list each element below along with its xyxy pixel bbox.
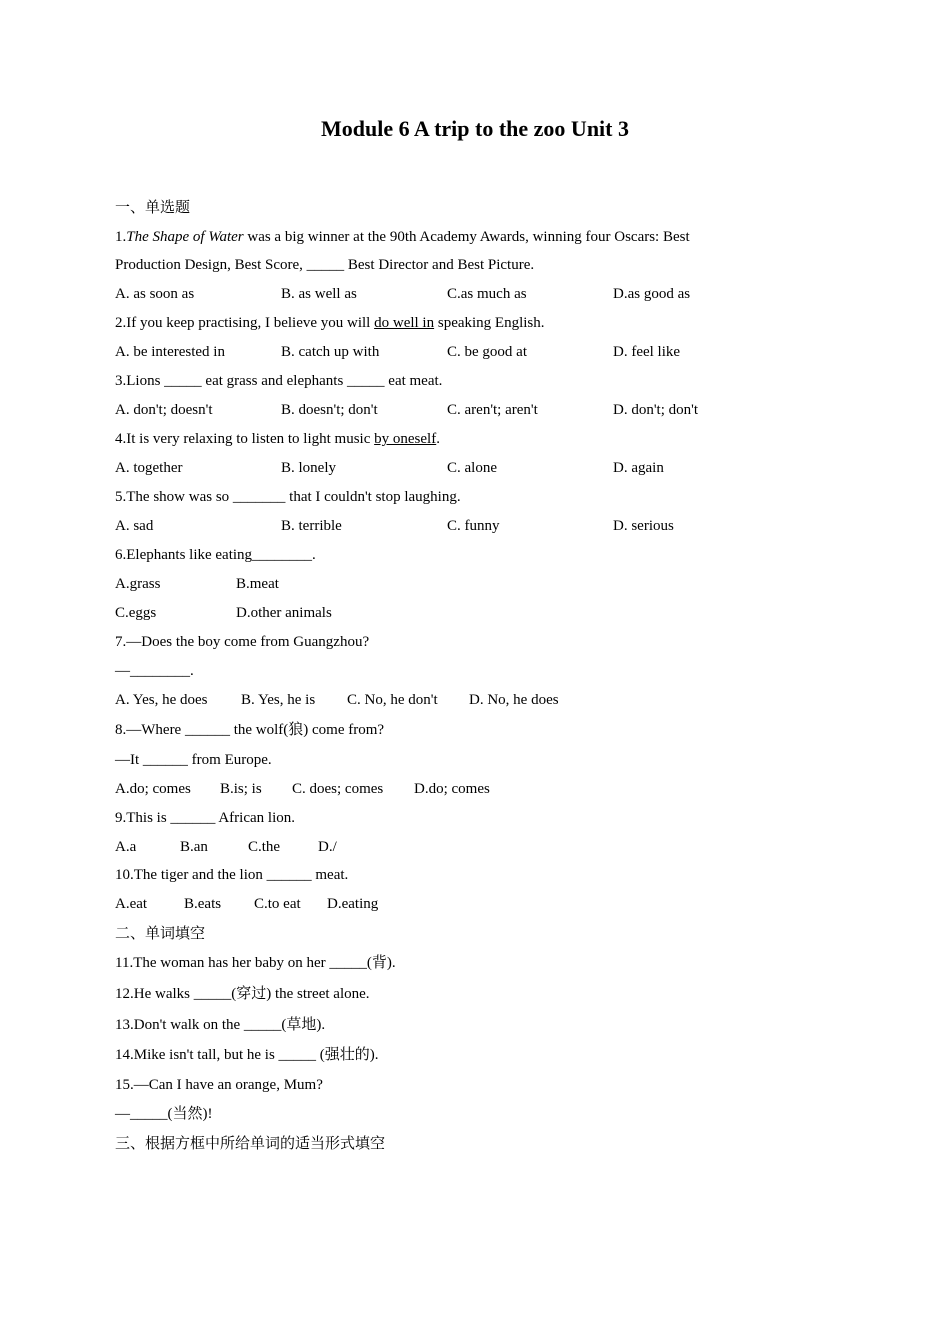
option-a: A. together [115, 460, 183, 476]
underlined-phrase: by oneself [374, 431, 437, 447]
question-8-line2: —It ______ from Europe. [115, 752, 272, 768]
option-b: B. terrible [281, 518, 342, 534]
option-c: C.the [248, 839, 281, 855]
option-d: D. No, he does [469, 692, 559, 708]
option-c: C. alone [447, 460, 497, 476]
option-a: A.eat [115, 896, 148, 912]
section-heading: 一、单选题 [115, 200, 191, 216]
question-7: 7.—Does the boy come from Guangzhou? [115, 634, 370, 650]
option-b: B. lonely [281, 460, 336, 476]
question-5: 5.The show was so _______ that I couldn't stop laughing. [115, 489, 461, 505]
option-a: A. Yes, he does [115, 692, 208, 708]
option-c: C.to eat [254, 896, 301, 912]
question-8: 8.—Where ______ the wolf(狼) come from? [115, 722, 385, 738]
question-15: 15.—Can I have an orange, Mum? [115, 1077, 323, 1093]
option-b: B.eats [184, 896, 222, 912]
option-d: D.as good as [613, 286, 691, 302]
film-title: The Shape of Water [126, 229, 244, 245]
question-2 [115, 313, 545, 333]
question-4 [115, 429, 440, 449]
question-text: 4.It is very relaxing to listen to light music [115, 431, 375, 447]
option-c: C. be good at [447, 344, 527, 360]
section-heading: 二、单词填空 [115, 926, 206, 942]
option-d: D. again [613, 460, 664, 476]
option-b: B. catch up with [281, 344, 380, 360]
question-9: 9.This is ______ African lion. [115, 810, 295, 826]
option-a: A.a [115, 839, 137, 855]
question-7-line2: —________. [115, 663, 194, 679]
underlined-phrase: do well in [374, 315, 435, 331]
option-a: A.grass [115, 576, 161, 592]
option-a: A. as soon as [115, 286, 195, 302]
question-text: speaking English. [434, 315, 545, 331]
page-title: Module 6 A trip to the zoo Unit 3 [321, 116, 629, 141]
option-d: D. serious [613, 518, 674, 534]
option-c: C. aren't; aren't [447, 402, 538, 418]
section-heading: 三、根据方框中所给单词的适当形式填空 [115, 1136, 386, 1152]
option-c: C.eggs [115, 605, 157, 621]
option-c: C. funny [447, 518, 500, 534]
question-15-line2: —_____(当然)! [115, 1106, 213, 1122]
option-a: A. sad [115, 518, 154, 534]
question-text: 2.If you keep practising, I believe you will [115, 315, 375, 331]
option-b: B. Yes, he is [241, 692, 316, 708]
option-d: D. feel like [613, 344, 681, 360]
option-d: D./ [318, 839, 337, 855]
option-c: C. does; comes [292, 781, 384, 797]
question-number: 1. [115, 229, 127, 245]
option-d: D. don't; don't [613, 402, 698, 418]
question-text: . [436, 431, 440, 447]
option-c: C. No, he don't [347, 692, 438, 708]
question-12: 12.He walks _____(穿过) the street alone. [115, 986, 370, 1002]
question-6: 6.Elephants like eating________. [115, 547, 316, 563]
question-10: 10.The tiger and the lion ______ meat. [115, 867, 349, 883]
question-text: was a big winner at the 90th Academy Awards, winning four Oscars: Best [243, 229, 690, 245]
question-11: 11.The woman has her baby on her _____(背). [115, 955, 396, 971]
option-b: B.is; is [220, 781, 262, 797]
option-b: B.meat [236, 576, 279, 592]
option-a: A. don't; doesn't [115, 402, 213, 418]
question-13: 13.Don't walk on the _____(草地). [115, 1017, 326, 1033]
option-d: D.eating [327, 896, 379, 912]
question-14: 14.Mike isn't tall, but he is _____ (强壮的). [115, 1047, 379, 1063]
option-b: B. doesn't; don't [281, 402, 378, 418]
question-1-line2: Production Design, Best Score, _____ Best Director and Best Picture. [115, 257, 535, 273]
option-a: A.do; comes [115, 781, 191, 797]
option-b: B. as well as [281, 286, 357, 302]
option-d: D.do; comes [414, 781, 490, 797]
option-d: D.other animals [236, 605, 332, 621]
option-c: C.as much as [447, 286, 527, 302]
option-b: B.an [180, 839, 208, 855]
option-a: A. be interested in [115, 344, 225, 360]
question-3: 3.Lions _____ eat grass and elephants _____ eat meat. [115, 373, 443, 389]
question-1 [115, 227, 690, 247]
